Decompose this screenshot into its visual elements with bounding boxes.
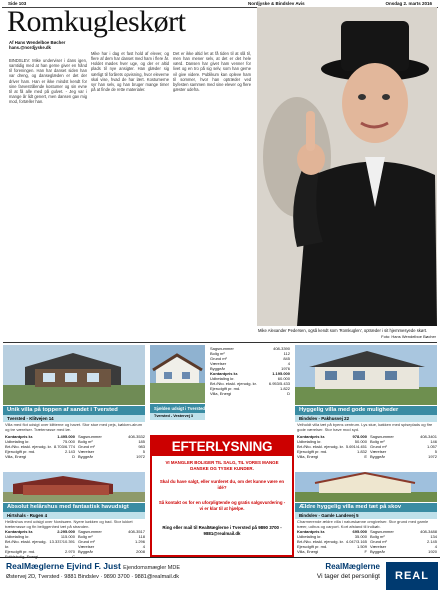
article-text-1: BINDSLEV: Mike underviser i dans igen, samtidig med at han gerne giver en hånd til foreningen. Han har danset siden han var dreng, og danseglæden er det der driver ham. Han er ikke mindst kendt for sine farvestrålende kostumer og sin evne til at få alle med på gulvet. - Jeg var i mange år lidt genert, men dansen gav mig mod, fortæller han.: [9, 58, 87, 105]
fact-label: Værelser: [210, 361, 227, 366]
fact-value: 1.296: [134, 539, 145, 544]
fact-value: 185: [138, 439, 145, 444]
listing-facts-1b: [78, 434, 145, 459]
listing-desc-4: Charmerende ældre villa i naturskønne omgivelser. Stor grund med gamle træer, udhus og carport. Kort afstand til indkøb.: [297, 519, 429, 529]
fact-label: Ejerudgift pr. md.: [297, 449, 328, 454]
side-listing-address-1: Tversted - Vestervej 3: [150, 413, 205, 420]
fact-value: 1972: [136, 454, 145, 459]
fact-value: 2.145: [426, 539, 437, 544]
listing-photo-4: [295, 472, 437, 502]
fact-value: F: [364, 549, 367, 554]
fact-value: 1.057: [426, 444, 437, 449]
fact-label: Kontantpris kr.: [297, 434, 326, 439]
house-photo: [3, 472, 145, 502]
fact-label: Ejerudgift pr. md.: [5, 549, 36, 554]
section-divider: [3, 342, 437, 343]
fact-label: Kontantpris kr.: [5, 529, 34, 534]
fact-value: 1972: [428, 454, 437, 459]
fact-value: 115.000: [60, 534, 75, 539]
fact-label: Villa, Energi: [5, 454, 27, 459]
fact-row: [78, 454, 145, 459]
photo-credit: Foto: Hans Wendelboe Bøcher: [381, 334, 436, 339]
fact-value: 1976: [281, 366, 290, 371]
article-column-1: [9, 58, 87, 331]
fact-value: 5: [434, 449, 437, 454]
fact-value: E: [364, 454, 367, 459]
listing-band-2: Hyggelig villa med gode muligheder: [295, 406, 437, 415]
fact-label: Villa, Energi: [210, 391, 232, 396]
fact-label: Værelser: [370, 449, 387, 454]
fact-label: Villa, Energi: [297, 454, 319, 459]
fact-label: Grund m²: [370, 444, 387, 449]
fact-label: Grund m²: [78, 539, 95, 544]
article-photo: [257, 7, 437, 326]
fact-row: [210, 391, 290, 396]
fact-value: 6.953/5.433: [268, 381, 290, 386]
listing-facts-3b: [78, 529, 145, 556]
fact-label: Bolig m²: [370, 534, 385, 539]
fact-value: 845: [283, 356, 290, 361]
fact-value: 1.822: [279, 386, 290, 391]
fact-label: Grund m²: [370, 539, 387, 544]
fact-value: 118: [138, 534, 145, 539]
fact-value: 2.143: [64, 449, 75, 454]
listing-band-1: Unik villa på toppen af sandet i Tversted: [3, 406, 145, 415]
fact-value: 408-3390: [273, 346, 290, 351]
brand-tagline: Vi tager det personligt: [316, 573, 380, 580]
fact-value: 978.000: [352, 434, 367, 439]
fact-value: 408-3401: [420, 434, 437, 439]
listing-address-2: Bindslev - Pakhusvej 22: [295, 415, 437, 422]
fact-value: 1920: [428, 549, 437, 554]
listing-facts-1a: [5, 434, 75, 459]
fact-value: 2.295.000: [57, 529, 75, 534]
side-listing-band-1: Sjælden udsigt i Tversted: [150, 404, 205, 413]
fact-label: Værelser: [78, 544, 95, 549]
fact-value: 112: [283, 351, 290, 356]
agent-tagline: Ejendomsmægler MDE: [123, 565, 181, 571]
agent-name: RealMæglerne Ejvind F. Just: [6, 561, 121, 571]
fact-value: 695.000: [352, 529, 367, 534]
fact-value: 50.000: [354, 439, 367, 444]
article-column-2: [91, 51, 169, 331]
fact-value: 1.495.000: [57, 434, 75, 439]
listing-photo-1: [3, 345, 145, 405]
fact-label: Bolig m²: [78, 439, 93, 444]
fact-label: Værelser: [370, 544, 387, 549]
article-text-3: Det er ikke altid let at få tiden til at slå til, men han mener selv, at det er det hele værd. Dansen har givet ham venner for livet og en tro på sig selv, som han gerne vil give videre. Publikum kan opleve ham til sommer, hvor han optræder ved byfesten sammen med sine elever og flere gæster udefra.: [173, 51, 251, 93]
fact-row: [297, 454, 367, 459]
fact-label: Villa, Energi: [297, 549, 319, 554]
listing-desc-1: Villa med flot udsigt over klitterne og havet. Stor stue med pejs, køkken-alrum og tre værelser. Træterrasse med læ.: [5, 422, 143, 432]
fact-label: Ejerudgift pr. md.: [297, 544, 328, 549]
wanted-ad-line-4: Ring eller mail til RealMæglerne i Tversted på 9890 3700 - 9881@realmail.dk: [162, 525, 282, 536]
article-text-2: Mike har i dag et fast hold af elever, og flere af dem har danset med ham i flere år. Holdet mødes hver uge, og der er altid plads til nye ansigter. Han glæder sig særligt til forårets opvisning, hvor eleverne skal vise, hvad de har lært. Kostumerne syr han selv, og han bruger mange timer på at finde de rette materialer.: [91, 51, 169, 93]
listing-photo-2: [295, 345, 437, 405]
fact-value: 1.509: [356, 544, 367, 549]
fact-value: 60.000: [277, 376, 290, 381]
fact-value: 4: [434, 544, 437, 549]
portrait-illustration: [257, 7, 437, 326]
listing-desc-2: Velholdt villa tæt på byens centrum. Lys stue, køkken med spiseplads og fire gode værelser. Stor have mod syd.: [297, 422, 433, 432]
fact-label: Udbetaling kr.: [210, 376, 235, 381]
byline: Af Hans Wendelboe Bøcher hans.@nordjyske.dk: [9, 40, 66, 50]
fact-label: Brt./Nto. ekskl. ejerudg. kr.: [5, 539, 47, 549]
fact-label: Grund m²: [210, 356, 227, 361]
side-listing-facts-1: [210, 346, 290, 396]
real-logo[interactable]: REAL: [386, 562, 438, 590]
wanted-ad-line-2: Skal du have salgt, eller vurderet du, om det kunne være en idé?: [159, 479, 285, 490]
fact-row: [370, 454, 437, 459]
fact-value: 4: [287, 361, 290, 366]
fact-label: Byggeår: [78, 454, 93, 459]
fact-row: [370, 549, 437, 554]
fact-label: Brt./Nto. ekskl. ejerudg. kr.: [297, 444, 344, 449]
house-photo: [3, 345, 145, 405]
fact-value: 8.703/6.774: [53, 444, 75, 449]
photo-caption: [258, 328, 436, 339]
fact-value: C: [72, 554, 75, 559]
fact-label: Sagsnummer: [78, 434, 102, 439]
fact-value: D: [72, 454, 75, 459]
side-listing-photo-1: [150, 345, 205, 403]
wanted-ad[interactable]: [150, 435, 294, 557]
article-column-3: [173, 51, 251, 331]
fact-label: Brt./Nto. ekskl. ejerudg. kr.: [5, 444, 52, 449]
page-number: Side 103: [8, 1, 27, 6]
fact-label: Byggeår: [370, 454, 385, 459]
fact-label: Sagsnummer: [78, 529, 102, 534]
fact-label: Sagsnummer: [210, 346, 234, 351]
fact-value: 4: [142, 544, 145, 549]
fact-value: 1.195.000: [272, 371, 290, 376]
fact-value: 2008: [136, 549, 145, 554]
fact-value: 408-3532: [128, 434, 145, 439]
agent-name-row: [6, 561, 180, 571]
fact-label: Kontantpris kr.: [297, 529, 326, 534]
fact-value: 75.000: [62, 439, 75, 444]
house-photo: [295, 345, 437, 405]
fact-value: 408-3488: [420, 529, 437, 534]
fact-value: 1.832: [356, 449, 367, 454]
fact-label: Brt./Nto. ekskl. ejerudg. kr.: [210, 381, 257, 386]
fact-label: Kontantpris kr.: [210, 371, 239, 376]
article-title: Romkugleskørt: [7, 5, 186, 38]
fact-value: 2.970: [64, 549, 75, 554]
fact-label: Kontantpris kr.: [5, 434, 34, 439]
fact-label: Brt./Nto. ekskl. ejerudg. kr.: [297, 539, 344, 544]
agent-address[interactable]: Østervej 2D, Tversted · 9881 Bindslev · 9890 3700 · 9881@realmail.dk: [6, 574, 180, 580]
agent-footer: [0, 557, 440, 592]
listing-photo-3: [3, 472, 145, 502]
listing-facts-2b: [370, 434, 437, 459]
fact-row: [5, 454, 75, 459]
brand-name: RealMæglerne: [325, 562, 380, 571]
fact-label: Bolig m²: [78, 534, 93, 539]
fact-value: 146: [430, 439, 437, 444]
listing-desc-3: Helårshus med udsigt over Nordsøen. Nyere køkken og bad. Stor lukket træterrasse og fin beliggenhed tæt på stranden.: [5, 519, 133, 529]
listing-facts-4b: [370, 529, 437, 556]
caption-text: Mike Alexander Pedersen, også kendt som 'Romkuglen', optræder i sit hjemmesyede skørt.: [258, 328, 428, 333]
listing-address-1: Tversted - Klitvejen 14: [3, 415, 145, 422]
fact-label: Udbetaling kr.: [5, 534, 30, 539]
wanted-ad-line-3: Så kontakt os for en uforpligtende og gratis salgsvurdering - vi er klar til at hjælpe.: [158, 500, 286, 511]
fact-row: [78, 549, 145, 554]
listing-address-3: Hirtshals - Rugen 4: [3, 512, 145, 519]
fact-label: Sagsnummer: [370, 434, 394, 439]
issue-date: Onsdag 2. marts 2016: [385, 1, 432, 6]
fact-label: Byggeår: [210, 366, 225, 371]
listing-band-4: Ældre hyggelig villa med tæt på skov: [295, 503, 437, 512]
fact-value: 4.047/3.165: [345, 539, 367, 544]
fact-label: Ejerudgift pr. md.: [5, 449, 36, 454]
fact-value: 983: [138, 444, 145, 449]
fact-label: Ejerudgift pr. md.: [210, 386, 241, 391]
fact-label: Udbetaling kr.: [297, 439, 322, 444]
fact-value: 408-3517: [128, 529, 145, 534]
fact-label: Bolig m²: [370, 439, 385, 444]
house-photo: [150, 345, 205, 403]
fact-label: Værelser: [78, 449, 95, 454]
fact-value: 35.000: [354, 534, 367, 539]
fact-label: Sagsnummer: [370, 529, 394, 534]
fact-value: 5: [142, 449, 145, 454]
wanted-ad-title: EFTERLYSNING: [152, 437, 292, 456]
listing-facts-4a: [297, 529, 367, 556]
fact-label: Grund m²: [78, 444, 95, 449]
fact-label: Udbetaling kr.: [5, 439, 30, 444]
fact-value: 5.691/4.451: [345, 444, 367, 449]
fact-row: [297, 549, 367, 554]
fact-label: Byggeår: [370, 549, 385, 554]
fact-label: Bolig m²: [210, 351, 225, 356]
fact-value: 13.337/10.391: [49, 539, 75, 544]
listing-facts-3a: [5, 529, 75, 559]
fact-label: Udbetaling kr.: [297, 534, 322, 539]
house-photo: [295, 472, 437, 502]
fact-value: 134: [430, 534, 437, 539]
listing-address-4: Bindslev - Gamle Landevej 5: [295, 512, 437, 519]
wanted-ad-line-1: VI MANGLER BOLIGER TIL SALG, TIL VORES MANGE DANSKE OG TYSKE KUNDER.: [165, 460, 279, 471]
fact-label: Fritidsbolig, Energi: [5, 554, 39, 559]
listing-facts-2a: [297, 434, 367, 459]
fact-value: D: [287, 391, 290, 396]
fact-row: [5, 539, 75, 549]
fact-label: Byggeår: [78, 549, 93, 554]
listing-band-3: Absolut helårshus med fantastisk havudsigt: [3, 503, 145, 512]
paper-name: Nordjyske & Bindslev Avis: [248, 1, 305, 6]
